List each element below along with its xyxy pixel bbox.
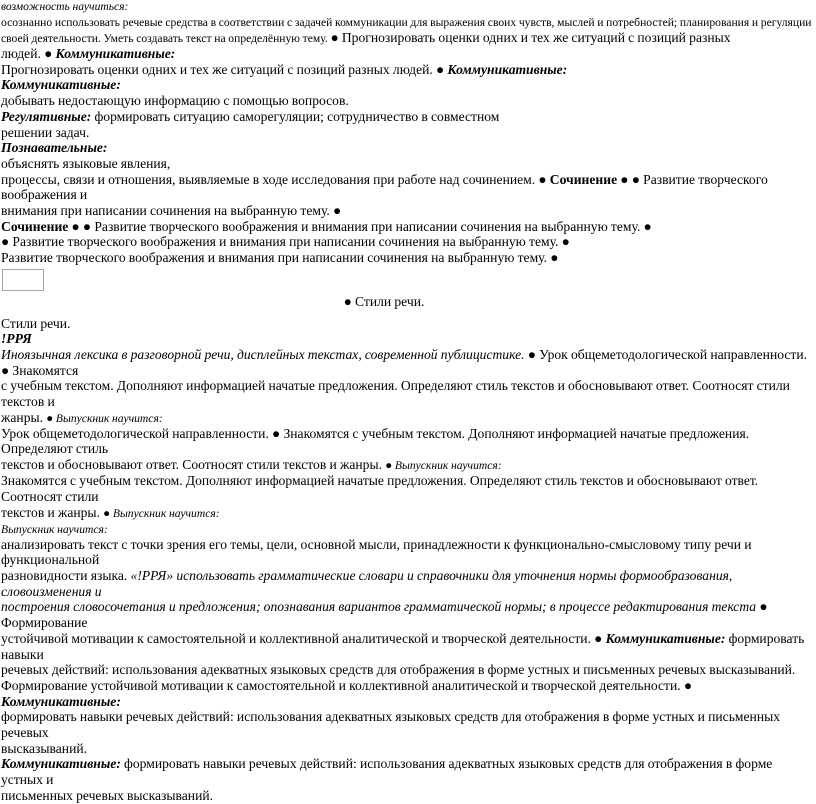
text-run: анализировать текст с точки зрения его темы, цели, основной мысли, принадлежности к функционально-смысловому типу речи и функциональной bbox=[1, 536, 752, 568]
text-run: ● Сочинение ● ● bbox=[538, 171, 644, 187]
text-line bbox=[1, 156, 813, 172]
text-run: разновидности языка. bbox=[1, 567, 131, 583]
text-line bbox=[1, 14, 813, 30]
text-run: Коммуникативные: bbox=[1, 77, 121, 93]
text-run: Развитие творческого воображения и внимания при написании сочинения на выбранную тему. ● bbox=[94, 218, 652, 234]
text-line bbox=[1, 219, 813, 235]
text-run: людей. bbox=[1, 46, 45, 61]
text-line bbox=[1, 316, 813, 332]
text-run: процессы, связи и отношения, выявляемые в ходе исследования при работе над сочинением. bbox=[1, 171, 539, 187]
text-run: Прогнозировать оценки одних и тех же ситуаций с позиций разных людей. bbox=[1, 61, 436, 77]
text-run: ● Коммуникативные: bbox=[594, 630, 726, 646]
text-run: построения словосочетания и предложения; опознавания вариантов грамматической нормы; в процессе редактирования текста bbox=[1, 599, 760, 615]
text-run: ● Выпускник научится: bbox=[385, 459, 502, 473]
text-run: Формирование устойчивой мотивации к самостоятельной и коллективной аналитической и творческой деятельности. bbox=[1, 677, 684, 693]
text-run: высказываний. bbox=[1, 740, 88, 756]
text-line bbox=[1, 234, 813, 250]
text-line bbox=[1, 631, 813, 662]
text-run: Иноязычная лексика в разговорной речи, дисплейных текстах, современной публицистике. bbox=[1, 346, 528, 362]
text-run: объяснять языковые явления, bbox=[1, 155, 171, 171]
text-run: с учебным текстом. Дополняют информацией начатые предложения. Определяют стиль текстов и обосновывают ответ. Соотносят стили текстов и bbox=[1, 378, 790, 410]
text-block-bottom bbox=[1, 316, 813, 804]
text-line bbox=[1, 788, 813, 804]
text-run: письменных речевых высказываний. bbox=[1, 787, 214, 803]
text-run: ● Коммуникативные: bbox=[435, 61, 568, 77]
text-run: Урок общеметодологической направленности. ● Знакомятся с учебным текстом. Дополняют информацией начатые предложения. Определяют стиль bbox=[1, 425, 750, 457]
text-run: Сочинение ● ● bbox=[1, 218, 95, 234]
text-run: внимания при написании сочинения на выбранную тему. ● bbox=[1, 203, 342, 219]
text-run: Коммуникативные: bbox=[1, 756, 121, 772]
text-run: формировать навыки речевых действий: использования адекватных языковых средств для отображения в форме устных и письменных речевых bbox=[1, 709, 781, 741]
text-line bbox=[1, 678, 813, 709]
text-run: Стили речи. bbox=[1, 315, 71, 331]
text-run: !РРЯ bbox=[1, 331, 32, 347]
text-run: формировать навыки bbox=[1, 630, 805, 662]
text-run: «!РРЯ» использовать грамматические словари и справочники для уточнения нормы формообразования, словоизменения и bbox=[1, 567, 733, 599]
text-run: текстов и обосновывают ответ. Соотносят стили текстов и жанры. bbox=[1, 457, 386, 473]
text-line bbox=[1, 457, 813, 473]
text-line bbox=[1, 505, 813, 521]
text-line bbox=[1, 0, 813, 14]
text-line bbox=[1, 93, 813, 109]
text-line bbox=[1, 140, 813, 156]
text-line bbox=[1, 30, 813, 46]
text-line bbox=[1, 741, 813, 757]
text-run: ● Формирование bbox=[1, 599, 768, 631]
text-run: ● Урок общеметодологической направленности. ● Знакомятся bbox=[1, 346, 808, 378]
text-line bbox=[1, 347, 813, 378]
text-run: Выпускник научится: bbox=[1, 522, 108, 536]
text-line bbox=[1, 250, 813, 266]
text-run: Развитие творческого воображения и bbox=[1, 171, 768, 203]
text-line bbox=[1, 125, 813, 141]
text-run: своей деятельности. Уметь создавать текст на определённую тему. bbox=[1, 32, 331, 45]
text-line bbox=[1, 473, 813, 504]
text-run: формировать навыки речевых действий: использования адекватных языковых средств для отображения в форме устных и bbox=[1, 756, 773, 788]
text-line bbox=[1, 426, 813, 457]
text-run: возможность научиться: bbox=[1, 0, 129, 13]
text-run: ● Выпускник научится: bbox=[46, 411, 163, 425]
text-run: ● Развитие творческого воображения и внимания при написании сочинения на выбранную тему. ● bbox=[1, 234, 570, 250]
text-run: ● Выпускник научится: bbox=[103, 506, 220, 520]
text-run: формировать ситуацию саморегуляции; сотрудничество в совместном bbox=[91, 108, 500, 124]
text-run: Развитие творческого воображения и внимания при написании сочинения на выбранную тему. ● bbox=[1, 250, 559, 266]
text-line bbox=[1, 46, 813, 62]
text-block-top bbox=[1, 0, 813, 266]
text-run: речевых действий: использования адекватных языковых средств для отображения в форме устных и письменных речевых высказываний. bbox=[1, 662, 796, 678]
text-line bbox=[1, 109, 813, 125]
text-line bbox=[1, 410, 813, 426]
text-line bbox=[1, 709, 813, 740]
text-line bbox=[1, 568, 813, 599]
text-line bbox=[1, 756, 813, 787]
text-line bbox=[1, 662, 813, 678]
text-line bbox=[1, 172, 813, 203]
text-line bbox=[1, 62, 813, 78]
text-run: осознанно использовать речевые средства в соответствии с задачей коммуникации для выражения своих чувств, мыслей и потребностей; планирования и регуляции bbox=[1, 16, 812, 29]
text-run: Познавательные: bbox=[1, 140, 108, 156]
text-line bbox=[1, 537, 813, 568]
text-line bbox=[1, 203, 813, 219]
text-run: устойчивой мотивации к самостоятельной и коллективной аналитической и творческой деятельности. bbox=[1, 630, 595, 646]
text-run: Регулятивные: bbox=[1, 108, 92, 124]
text-line bbox=[1, 521, 813, 537]
text-run: ● Прогнозировать оценки одних и тех же ситуаций с позиций разных bbox=[330, 30, 731, 45]
text-line bbox=[1, 378, 813, 409]
text-run: жанры. bbox=[1, 409, 47, 425]
text-run: ● Коммуникативные: bbox=[1, 677, 693, 709]
text-line bbox=[1, 599, 813, 630]
text-line bbox=[1, 331, 813, 347]
centered-heading: ● Стили речи. bbox=[343, 293, 425, 309]
empty-image-placeholder bbox=[2, 269, 44, 291]
text-run: решении задач. bbox=[1, 124, 90, 140]
text-run: Знакомятся с учебным текстом. Дополняют информацией начатые предложения. Определяют стиль текстов и обосновывают ответ. Соотносят стили bbox=[1, 473, 759, 504]
text-run: ● Коммуникативные: bbox=[44, 46, 176, 61]
text-line bbox=[1, 77, 813, 93]
text-run: текстов и жанры. bbox=[1, 504, 104, 520]
text-run: добывать недостающую информацию с помощью вопросов. bbox=[1, 93, 349, 109]
